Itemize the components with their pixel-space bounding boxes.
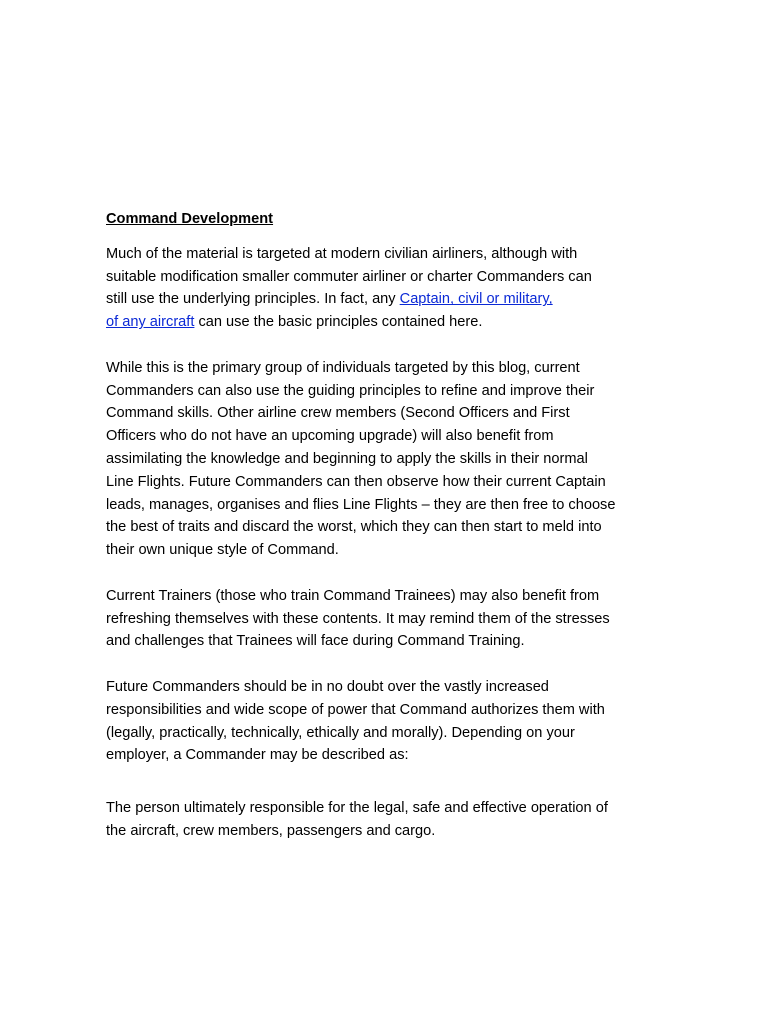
paragraph-line [106, 311, 676, 334]
paragraph-line: employer, a Commander may be described as: [106, 747, 409, 764]
paragraph-intro [106, 243, 676, 334]
captain-link[interactable]: Captain, civil or military, [399, 291, 553, 308]
paragraph-line: (legally, practically, technically, ethically and morally). Depending on your [106, 724, 575, 741]
paragraph-future-commanders [106, 676, 676, 767]
text-segment: can use the basic principles contained here. [194, 314, 483, 331]
paragraph-line: refreshing themselves with these contents. It may remind them of the stresses [106, 610, 610, 627]
paragraph-target-group [106, 357, 676, 562]
paragraph-line: and challenges that Trainees will face during Command Training. [106, 633, 525, 650]
paragraph-line: Commanders can also use the guiding principles to refine and improve their [106, 382, 595, 399]
paragraph-trainers [106, 585, 676, 653]
document-page [106, 208, 676, 866]
aircraft-link[interactable]: of any aircraft [106, 314, 195, 331]
text-segment: still use the underlying principles. In fact, any [106, 291, 400, 308]
paragraph-line: Line Flights. Future Commanders can then observe how their current Captain [106, 473, 606, 490]
paragraph-line: the aircraft, crew members, passengers and cargo. [106, 822, 436, 839]
paragraph-line: Current Trainers (those who train Command Trainees) may also benefit from [106, 587, 600, 604]
paragraph-line: While this is the primary group of individuals targeted by this blog, current [106, 359, 580, 376]
paragraph-line [106, 288, 676, 311]
document-title: Command Development [106, 211, 274, 227]
paragraph-line: Much of the material is targeted at modern civilian airliners, although with [106, 245, 578, 262]
paragraph-line: assimilating the knowledge and beginning to apply the skills in their normal [106, 450, 588, 467]
paragraph-line: The person ultimately responsible for the legal, safe and effective operation of [106, 800, 608, 817]
paragraph-line: suitable modification smaller commuter airliner or charter Commanders can [106, 268, 592, 285]
paragraph-line: the best of traits and discard the worst, which they can then start to meld into [106, 519, 602, 536]
paragraph-line: Officers who do not have an upcoming upgrade) will also benefit from [106, 428, 554, 445]
paragraph-line: responsibilities and wide scope of power that Command authorizes them with [106, 701, 605, 718]
paragraph-line: Command skills. Other airline crew members (Second Officers and First [106, 405, 570, 422]
paragraph-line: their own unique style of Command. [106, 542, 339, 559]
paragraph-line: Future Commanders should be in no doubt over the vastly increased [106, 678, 549, 695]
paragraph-definition [106, 797, 676, 843]
paragraph-line: leads, manages, organises and flies Line Flights – they are then free to choose [106, 496, 616, 513]
